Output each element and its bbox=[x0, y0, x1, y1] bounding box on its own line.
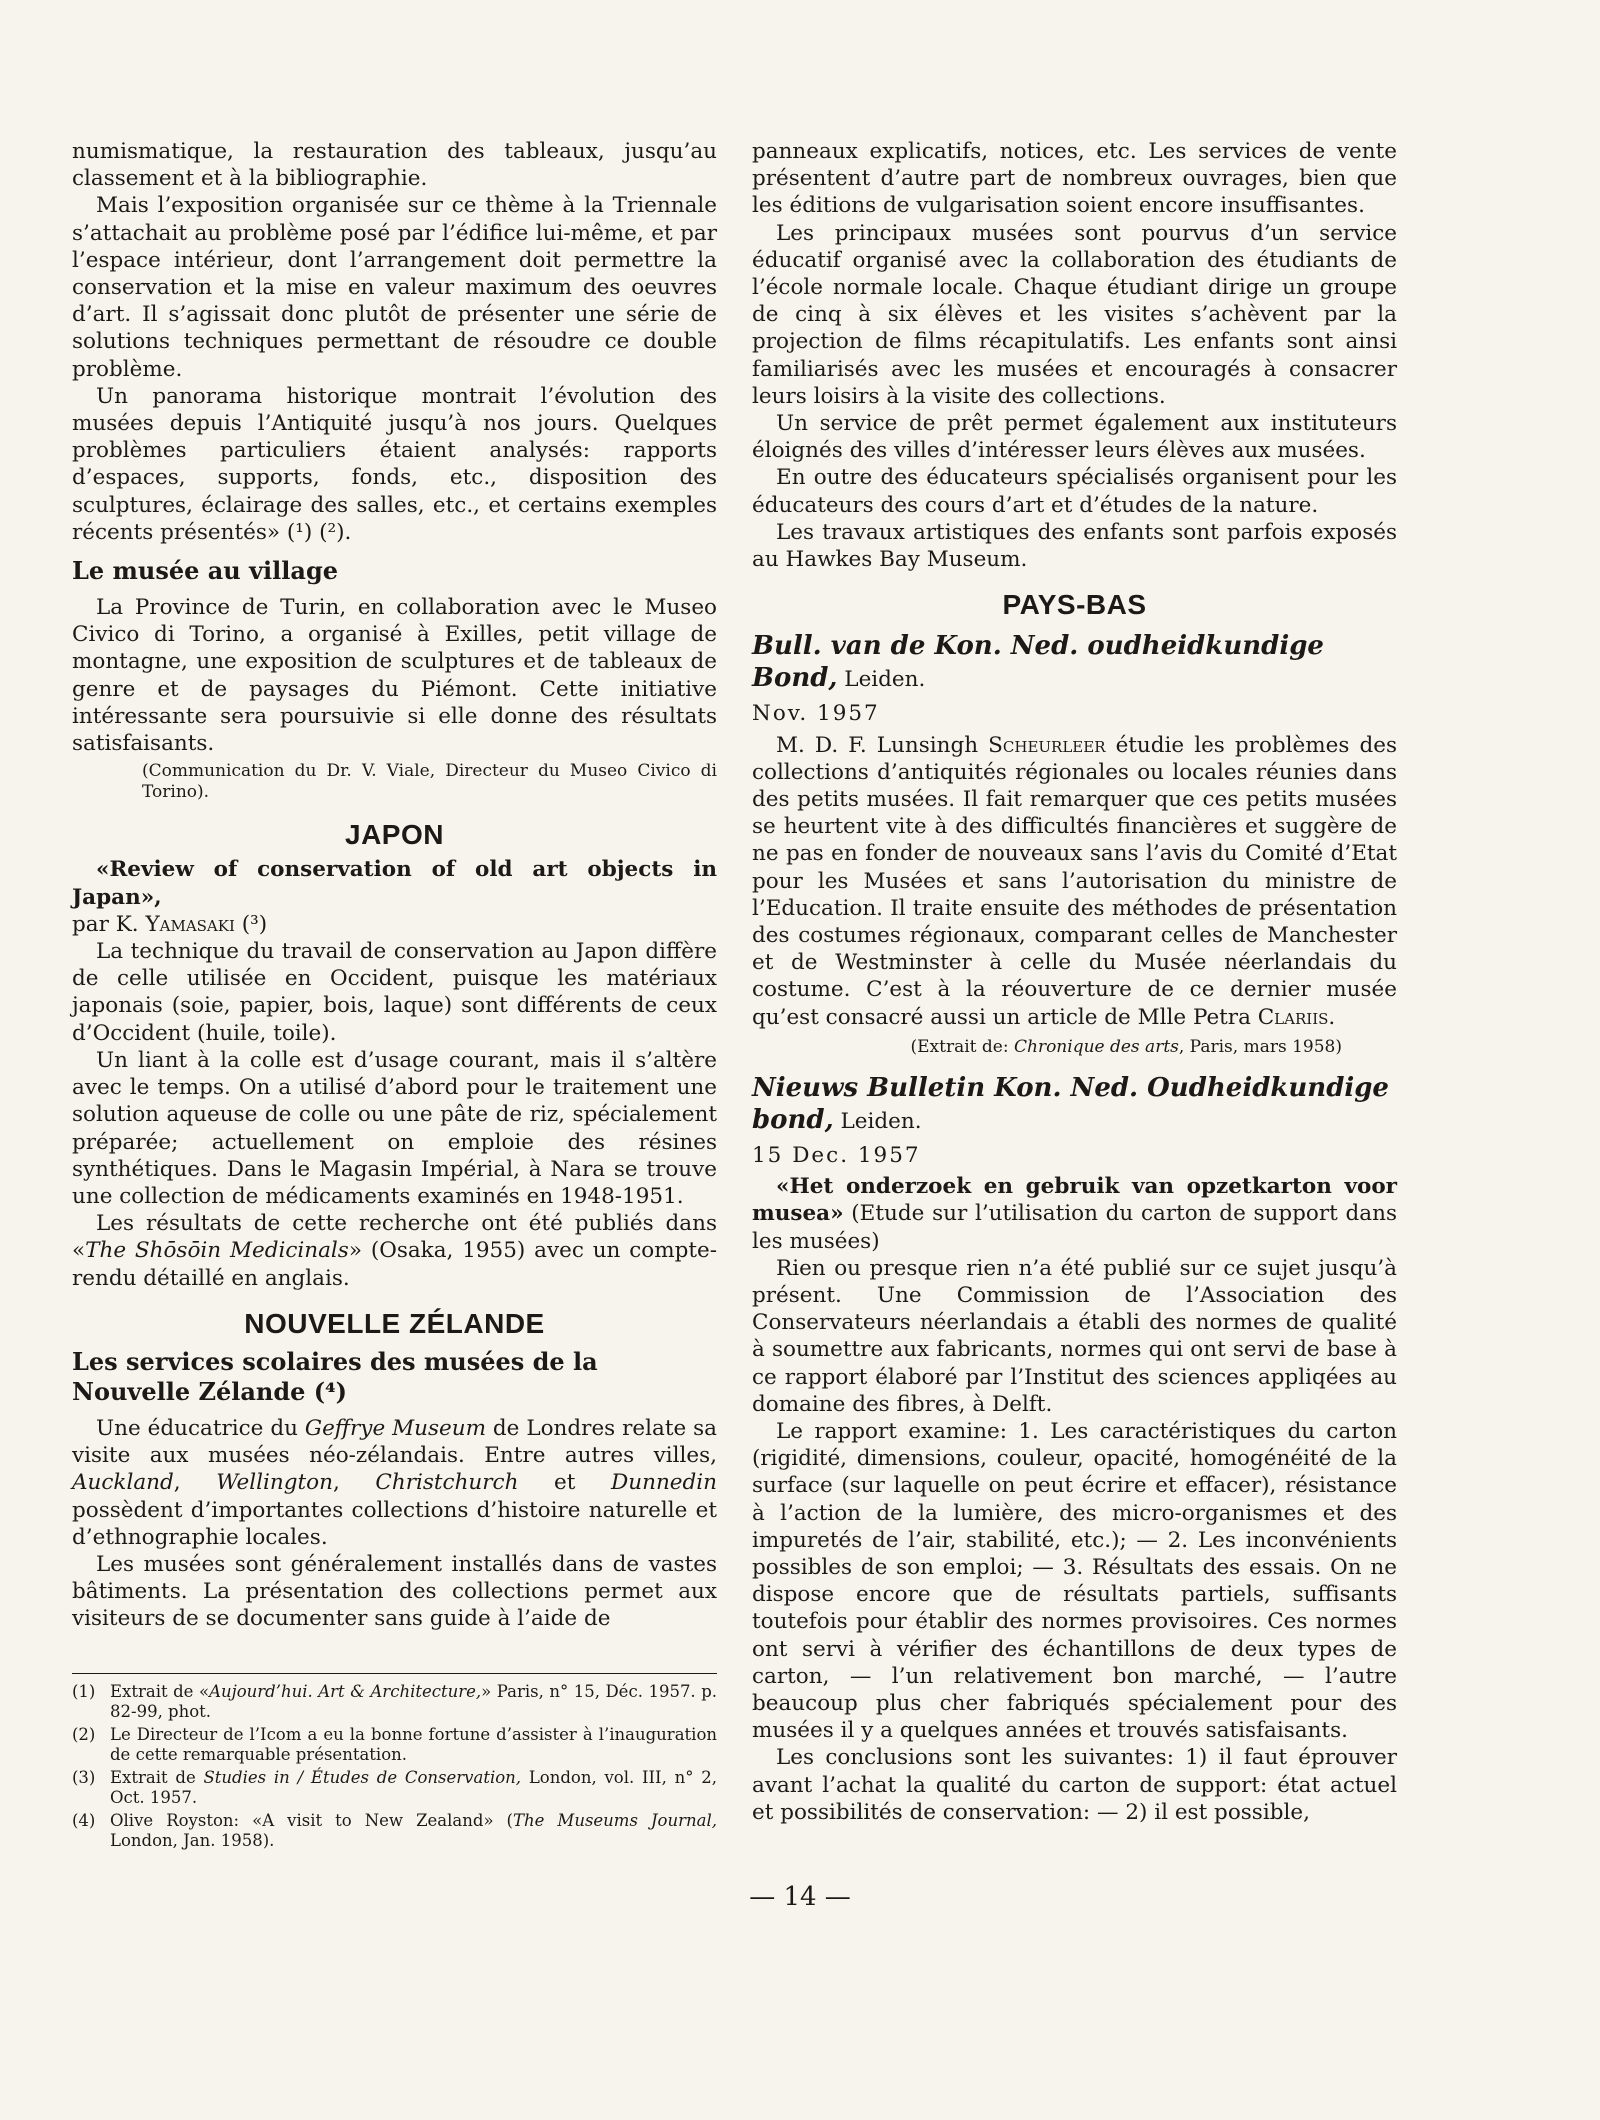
paragraph: La technique du travail de conservation au Japon diffère de celle utilisée en Occident, puisque les matériaux japonais (soie, papier, bois, laque) sont différents de ceux d’Occident (huile, toile). bbox=[72, 939, 717, 1046]
paragraph: Rien ou presque rien n’a été publié sur ce sujet jusqu’à présent. Une Commission de l’Association des Conservateurs néerlandais a établi des normes de qualité à soumettre aux fabricants, normes qui ont servi de base à ce rapport élaboré par l’Institut des sciences appliqées au domaine des fibres, à Delft. bbox=[752, 1255, 1397, 1417]
paragraph: Les principaux musées sont pourvus d’un service éducatif organisé avec la collaboration des étudiants de l’école normale locale. Chaque étudiant dirige un groupe de cinq à six élèves et les visites s’achèvent par la projection de films récapitulatifs. Les enfants sont ainsi familiarisés avec les musées et encouragés à consacrer leurs loisirs à la visite des collections. bbox=[752, 220, 1397, 409]
paragraph: Le rapport examine: 1. Les caractéristiques du carton (rigidité, dimensions, couleur, opacité, homogénéité de la surface (sur laquelle on peut écrire et effacer), résistance à l’action de la lumière, des micro-organismes et des impuretés de l’air, stabilité, etc.); — 2. Les inconvénients possibles de son emploi; — 3. Résultats des essais. On ne dispose encore que de résultats partiels, suffisants toutefois pour établir des normes provisoires. Ces normes ont servi à vérifier des échantillons de deux types de carton, — l’un relativement bon marché, — l’autre beaucoup plus cher fabriqués spécialement pour des musées il y a quelques années et trouvés satisfaisants. bbox=[752, 1418, 1397, 1744]
article-title: «Review of conservation of old art objects in Japan», par K. Yamasaki (³) bbox=[72, 857, 717, 937]
left-column bbox=[72, 138, 717, 1633]
subheading-musee-village: Le musée au village bbox=[72, 556, 339, 586]
footnote: (1) Extrait de «Aujourd’hui. Art & Architecture,» Paris, n° 15, Déc. 1957. p. 82-99, phot. bbox=[72, 1682, 717, 1721]
paragraph: «Het onderzoek en gebruik van opzetkarton voor musea» (Etude sur l’utilisation du carton de support dans les musées) bbox=[752, 1174, 1397, 1254]
page-number: — 14 — bbox=[749, 1882, 851, 1912]
section-heading-pays-bas: PAYS-BAS bbox=[1002, 589, 1147, 621]
section-heading-nouvelle-zelande: NOUVELLE ZÉLANDE bbox=[244, 1307, 545, 1339]
paragraph: En outre des éducateurs spécialisés organisent pour les éducateurs des cours d’art et d’études de la nature. bbox=[752, 465, 1397, 518]
paragraph: Une éducatrice du Geffrye Museum de Londres relate sa visite aux musées néo-zélandais. Entre autres villes, Auckland, Wellington, Christchurch et Dunnedin possèdent d’importantes collections d’histoire naturelle et d’ethnographie locales. bbox=[72, 1415, 718, 1550]
footnote: (2) Le Directeur de l’Icom a eu la bonne fortune d’assister à l’inauguration de cette remarquable présentation. bbox=[72, 1725, 717, 1764]
credit-note: (Extrait de: Chronique des arts, Paris, mars 1958) bbox=[910, 1036, 1342, 1057]
footnotes bbox=[72, 1673, 717, 1854]
paragraph: numismatique, la restauration des tableaux, jusqu’au classement et à la bibliographie. bbox=[72, 139, 717, 192]
paragraph: Les résultats de cette recherche ont été publiés dans «The Shōsōin Medicinals» (Osaka, 1955) avec un compte-rendu détaillé en anglais. bbox=[72, 1211, 717, 1291]
paragraph: Mais l’exposition organisée sur ce thème à la Triennale s’attachait au problème posé par l’édifice lui-même, et par l’espace intérieur, dont l’arrangement doit permettre la conservation et la mise en valeur maximum des oeuvres d’art. Il s’agissait donc plutôt de présenter une série de solutions techniques permettant de résoudre ce double problème. bbox=[72, 193, 717, 382]
paragraph: Un liant à la colle est d’usage courant, mais il s’altère avec le temps. On a utilisé d’abord pour le traitement une solution aqueuse de colle ou une pâte de riz, spécialement préparée; actuellement on emploie des résines synthétiques. Dans le Magasin Impérial, à Nara se trouve une collection de médicaments examinés en 1948-1951. bbox=[72, 1047, 717, 1209]
journal-date: Nov. 1957 bbox=[752, 701, 880, 727]
journal-date: 15 Dec. 1957 bbox=[752, 1142, 921, 1168]
paragraph: Les musées sont généralement installés dans de vastes bâtiments. La présentation des collections permet aux visiteurs de se documenter sans guide à l’aide de bbox=[72, 1551, 717, 1632]
author-name: Yamasaki bbox=[145, 911, 235, 937]
paragraph: Un service de prêt permet également aux instituteurs éloignés des villes d’intéresser leurs élèves aux musées. bbox=[752, 411, 1397, 464]
credit-note: (Communication du Dr. V. Viale, Directeur du Museo Civico di Torino). bbox=[142, 761, 717, 803]
footnote: (4) Olive Royston: «A visit to New Zealand» (The Museums Journal, London, Jan. 1958). bbox=[72, 1811, 717, 1850]
section-heading-japon: JAPON bbox=[345, 819, 444, 851]
paragraph: M. D. F. Lunsingh Scheurleer étudie les problèmes des collections d’antiquités régionales ou locales réunies dans des petits musées. Il fait remarquer que ces petits musées se heurtent vite à des difficultés financières et suggère de ne pas en fonder de nouveaux sans l’avis du Comité d’Etat pour les Musées et sans l’autorisation du ministre de l’Education. Il traite ensuite des méthodes de présentation des costumes régionaux, comparant celles de Manchester et de Westminster à celle du Musée néerlandais du costume. C’est à la réouverture de ce dernier musée qu’est consacré aussi un article de Mlle Petra Clariis. bbox=[752, 732, 1397, 1030]
paragraph: panneaux explicatifs, notices, etc. Les services de vente présentent d’autre part de nombreux ouvrages, bien que les éditions de vulgarisation soient encore insuffisantes. bbox=[752, 139, 1397, 219]
paragraph: Un panorama historique montrait l’évolution des musées depuis l’Antiquité jusqu’à nos jours. Quelques problèmes particuliers étaient analysés: rapports d’espaces, supports, fonds, etc., disposition des sculptures, éclairage des salles, etc., et certains exemples récents présentés» (¹) (²). bbox=[72, 383, 717, 545]
journal-title: Nieuws Bulletin Kon. Ned. Oudheidkundige bond, Leiden. bbox=[752, 1072, 1389, 1135]
article-title-text: «Review of conservation of old art objects in Japan», bbox=[72, 857, 717, 910]
journal-title: Bull. van de Kon. Ned. oudheidkundige Bond, Leiden. bbox=[752, 631, 1324, 694]
book-title: The Shōsōin Medicinals bbox=[85, 1238, 349, 1264]
paragraph: Les travaux artistiques des enfants sont parfois exposés au Hawkes Bay Museum. bbox=[752, 519, 1397, 573]
subheading-services-scolaires: Les services scolaires des musées de la Nouvelle Zélande (⁴) bbox=[72, 1346, 598, 1406]
footnote: (3) Extrait de Studies in / Études de Conservation, London, vol. III, n° 2, Oct. 1957. bbox=[72, 1768, 717, 1807]
right-column bbox=[752, 138, 1397, 1826]
paragraph: Les conclusions sont les suivantes: 1) il faut éprouver avant l’achat la qualité du carton de support: état actuel et possibilités de conservation: — 2) il est possible, bbox=[752, 1745, 1397, 1825]
paragraph: La Province de Turin, en collaboration avec le Museo Civico di Torino, a organisé à Exilles, petit village de montagne, une exposition de sculptures et de tableaux de genre et de paysages du Piémont. Cette initiative intéressante sera poursuivie si elle donne des résultats satisfaisants. bbox=[72, 595, 717, 757]
